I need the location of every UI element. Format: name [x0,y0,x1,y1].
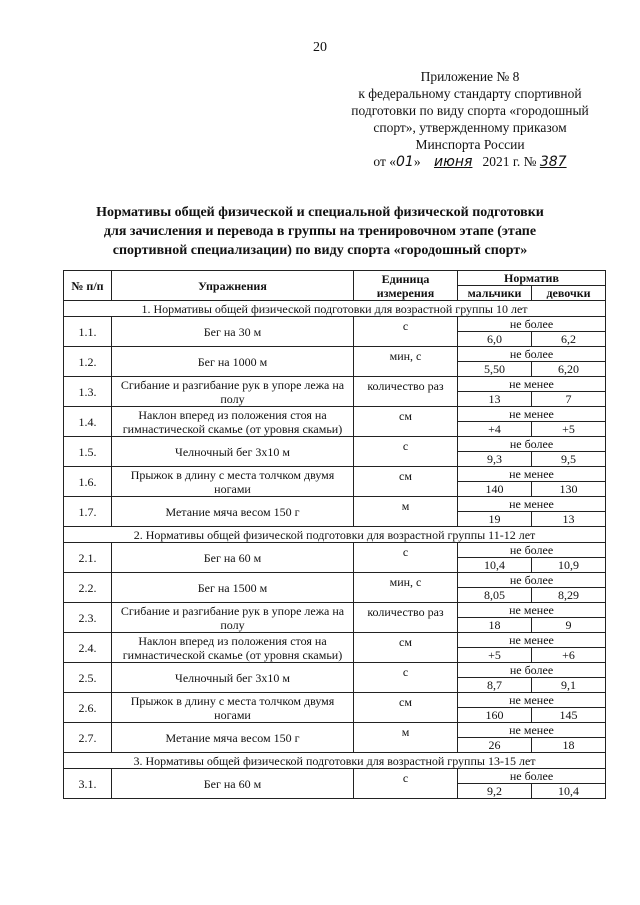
exercise-name: Наклон вперед из положения стоя на гимнастической скамье (от уровня скамьи) [112,407,354,437]
exercise-name: Бег на 60 м [112,769,354,799]
exercise-name: Бег на 60 м [112,543,354,573]
page-number: 20 [313,40,327,55]
girls-value: 130 [532,482,606,497]
girls-value: 6,2 [532,332,606,347]
row-number: 1.2. [64,347,112,377]
header-unit: Единица измерения [354,271,458,301]
table-header-row [64,271,606,286]
norms-table [63,270,606,799]
table-row [64,437,606,452]
boys-value: 10,4 [458,558,532,573]
appendix-header [330,68,610,171]
boys-value: 6,0 [458,332,532,347]
norm-condition: не более [458,317,606,332]
row-number: 1.1. [64,317,112,347]
girls-value: +5 [532,422,606,437]
boys-value: 8,7 [458,678,532,693]
appendix-line: Минспорта России [415,137,525,152]
row-number: 1.4. [64,407,112,437]
table-row [64,693,606,708]
row-number: 2.6. [64,693,112,723]
girls-value: +6 [532,648,606,663]
girls-value: 10,9 [532,558,606,573]
header-exercise: Упражнения [112,271,354,301]
header-boys: мальчики [458,286,532,301]
table-body [64,301,606,799]
exercise-name: Сгибание и разгибание рук в упоре лежа на полу [112,603,354,633]
row-number: 2.7. [64,723,112,753]
exercise-name: Бег на 1500 м [112,573,354,603]
unit: с [354,663,458,693]
table-row [64,543,606,558]
exercise-name: Наклон вперед из положения стоя на гимнастической скамье (от уровня скамьи) [112,633,354,663]
row-number: 1.5. [64,437,112,467]
girls-value: 8,29 [532,588,606,603]
group-title: 1. Нормативы общей физической подготовки для возрастной группы 10 лет [64,301,606,317]
title-line: Нормативы общей физической и специальной физической подготовки [96,205,544,220]
exercise-name: Бег на 1000 м [112,347,354,377]
date-number: 387 [539,154,567,170]
table-row [64,347,606,362]
boys-value: 8,05 [458,588,532,603]
appendix-title: Приложение № 8 [420,69,520,84]
girls-value: 145 [532,708,606,723]
exercise-name: Бег на 30 м [112,317,354,347]
date-mid: » [413,154,421,169]
title-line: спортивной специализации) по виду спорта «городошный спорт» [112,243,528,258]
date-prefix: от « [373,154,397,169]
row-number: 3.1. [64,769,112,799]
table-row [64,769,606,784]
table-row [64,377,606,392]
girls-value: 9,5 [532,452,606,467]
group-title: 2. Нормативы общей физической подготовки для возрастной группы 11-12 лет [64,527,606,543]
appendix-line: к федеральному стандарту спортивной [358,86,582,101]
unit: см [354,467,458,497]
unit: см [354,693,458,723]
group-header-row [64,301,606,317]
boys-value: 26 [458,738,532,753]
group-header-row [64,753,606,769]
norm-condition: не менее [458,467,606,482]
exercise-name: Челночный бег 3х10 м [112,663,354,693]
norm-condition: не более [458,573,606,588]
unit: с [354,769,458,799]
header-norm: Норматив [458,271,606,286]
row-number: 2.5. [64,663,112,693]
boys-value: +5 [458,648,532,663]
title-line: для зачисления и перевода в группы на тренировочном этапе (этапе [103,224,537,239]
exercise-name: Прыжок в длину с места толчком двумя ногами [112,467,354,497]
unit: мин, с [354,573,458,603]
norm-condition: не более [458,769,606,784]
table-row [64,723,606,738]
unit: с [354,437,458,467]
header-girls: девочки [532,286,606,301]
norm-condition: не более [458,663,606,678]
row-number: 2.3. [64,603,112,633]
girls-value: 10,4 [532,784,606,799]
document-title [60,203,580,260]
unit: м [354,723,458,753]
girls-value: 7 [532,392,606,407]
table-row [64,573,606,588]
date-year: 2021 г. № [482,154,537,169]
row-number: 1.7. [64,497,112,527]
table-row [64,497,606,512]
boys-value: 9,3 [458,452,532,467]
norm-condition: не менее [458,497,606,512]
girls-value: 9 [532,618,606,633]
appendix-date [330,153,610,171]
row-number: 1.6. [64,467,112,497]
unit: см [354,633,458,663]
date-month: июня [433,154,473,170]
unit: мин, с [354,347,458,377]
norm-condition: не более [458,437,606,452]
unit: количество раз [354,377,458,407]
girls-value: 18 [532,738,606,753]
row-number: 2.2. [64,573,112,603]
exercise-name: Прыжок в длину с места толчком двумя ногами [112,693,354,723]
boys-value: 5,50 [458,362,532,377]
unit: м [354,497,458,527]
boys-value: +4 [458,422,532,437]
boys-value: 13 [458,392,532,407]
norm-condition: не менее [458,723,606,738]
row-number: 1.3. [64,377,112,407]
norm-condition: не более [458,543,606,558]
boys-value: 9,2 [458,784,532,799]
unit: с [354,543,458,573]
table-row [64,407,606,422]
boys-value: 19 [458,512,532,527]
unit: см [354,407,458,437]
group-title: 3. Нормативы общей физической подготовки для возрастной группы 13-15 лет [64,753,606,769]
unit: с [354,317,458,347]
table-row [64,663,606,678]
row-number: 2.1. [64,543,112,573]
boys-value: 140 [458,482,532,497]
unit: количество раз [354,603,458,633]
table-row [64,317,606,332]
norm-condition: не менее [458,633,606,648]
row-number: 2.4. [64,633,112,663]
exercise-name: Сгибание и разгибание рук в упоре лежа на полу [112,377,354,407]
girls-value: 6,20 [532,362,606,377]
exercise-name: Метание мяча весом 150 г [112,497,354,527]
appendix-line: подготовки по виду спорта «городошный [351,103,589,118]
date-day: 01 [396,154,414,170]
norm-condition: не менее [458,693,606,708]
table-row [64,633,606,648]
exercise-name: Метание мяча весом 150 г [112,723,354,753]
table-row [64,603,606,618]
norm-condition: не менее [458,407,606,422]
table-row [64,467,606,482]
norm-condition: не менее [458,603,606,618]
appendix-line: спорт», утвержденному приказом [373,120,567,135]
girls-value: 13 [532,512,606,527]
norm-condition: не более [458,347,606,362]
exercise-name: Челночный бег 3х10 м [112,437,354,467]
norm-condition: не менее [458,377,606,392]
group-header-row [64,527,606,543]
boys-value: 18 [458,618,532,633]
girls-value: 9,1 [532,678,606,693]
header-num: № п/п [64,271,112,301]
boys-value: 160 [458,708,532,723]
